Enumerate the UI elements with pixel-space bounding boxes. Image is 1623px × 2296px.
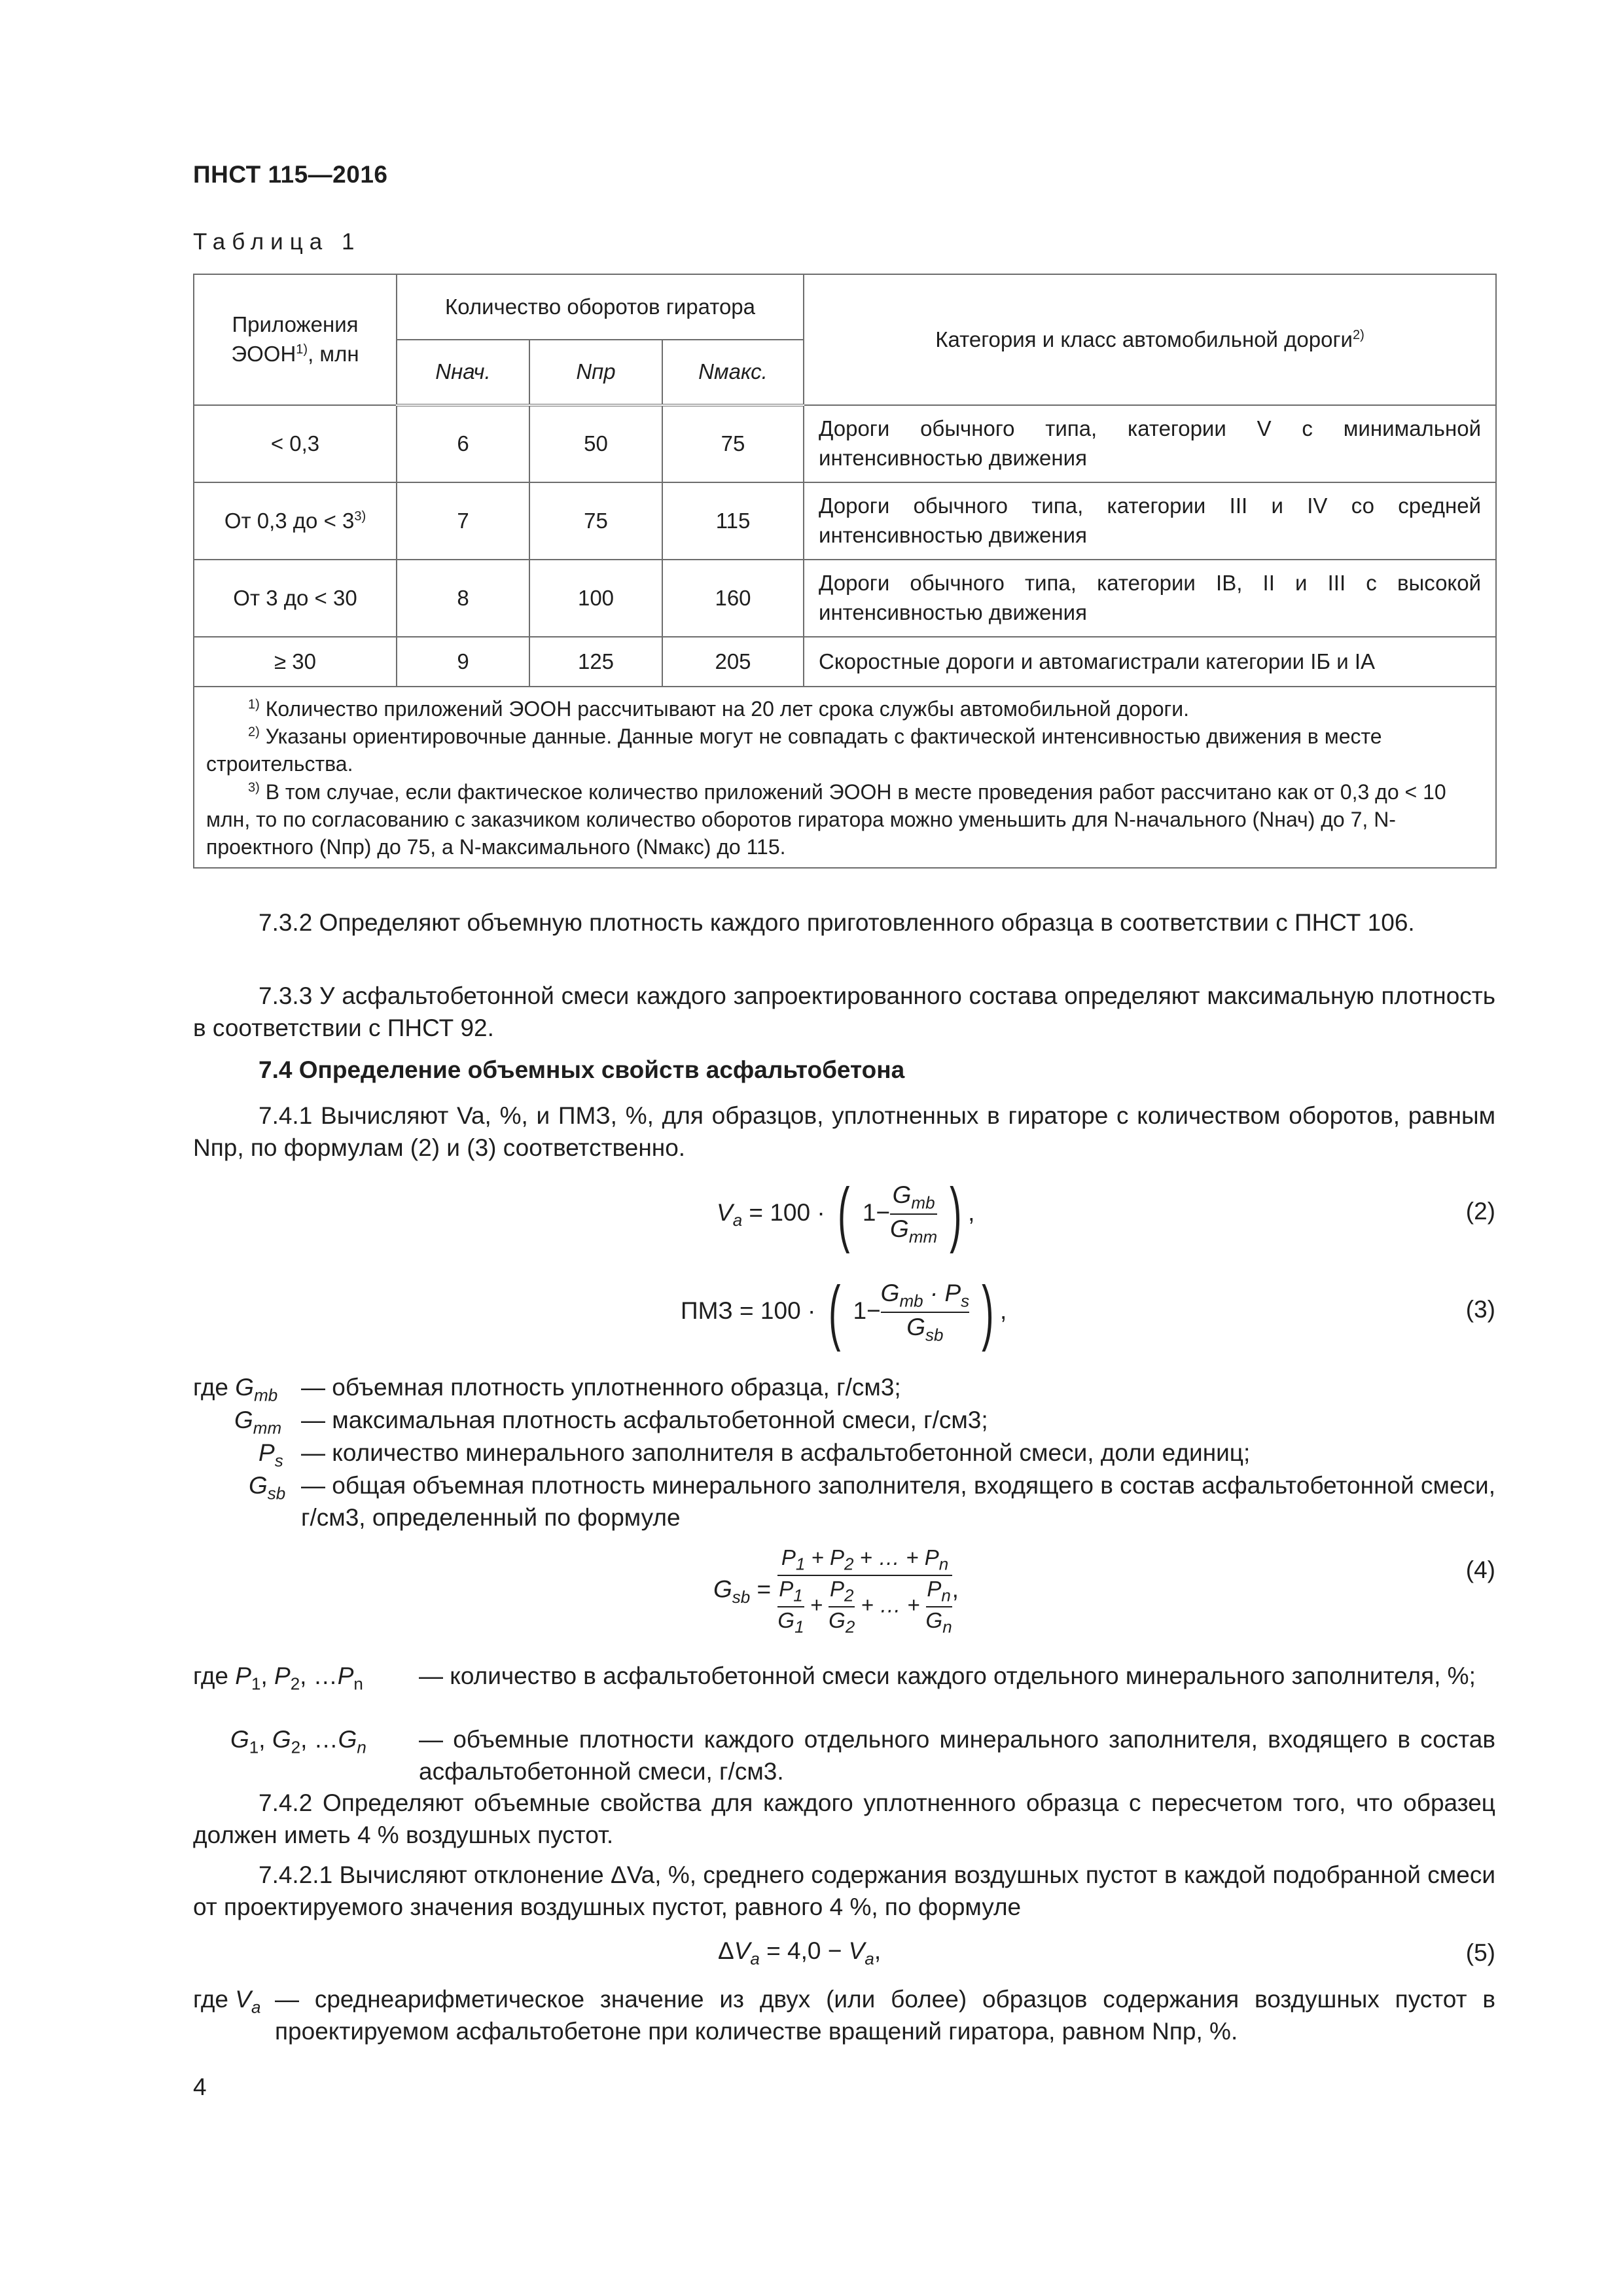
header-n-initial: Nнач. xyxy=(397,340,529,405)
def-g-symbol: $G_1$, $G_2$, $\dots G_n$ xyxy=(230,1726,366,1757)
table-row: От 3 до < 30 8 100 160 Дороги обычного типа, категории IB, II и III с высокой интенсивностью движения xyxy=(194,560,1496,637)
def-va: — среднеарифметическое значение из двух (или более) образцов содержания воздушных пустот в проектируемом асфальтобетоне при количестве вращений гиратора, равном Nпр, %. xyxy=(275,1986,1495,2045)
def-ps: — количество минерального заполнителя в асфальтобетонной смеси, доли единиц; xyxy=(301,1439,1251,1466)
header-revolutions: Количество оборотов гиратора xyxy=(397,274,804,340)
table-footnotes xyxy=(194,687,1496,868)
def-gmb: — объемная плотность уплотненного образца, г/см3; xyxy=(301,1374,901,1401)
def-p: — количество в асфальтобетонной смеси каждого отдельного минерального заполнителя, %; xyxy=(419,1662,1476,1689)
formula-4: $G_{sb}$ = $P_1 + P_2$ + … + $P_n$ $\frac{P_1}{G_1}$ + $\frac{P_2}{G_2}$ + … + $\frac{P_n}{G_n}$ , xyxy=(713,1545,959,1637)
footnote-2: $^{2)}$ Указаны ориентировочные данные. Данные могут не совпадать с фактической интенсивностью движения в месте строительства. xyxy=(206,725,1382,776)
def-gsb-symbol: $G_{sb}$ xyxy=(249,1472,286,1503)
formula-3: ПМЗ = 100 · ( 1− $\frac{G_{mb} \cdot P_s}{G_{sb}}$ ) , xyxy=(681,1272,1007,1352)
header-applications: Приложения ЭООН$^{1)}$, млн xyxy=(194,274,397,405)
header-n-design: Nпр xyxy=(529,340,662,405)
table-row: ≥ 30 9 125 205 Скоростные дороги и автомагистрали категории IБ и IA xyxy=(194,637,1496,687)
header-n-max: Nмакс. xyxy=(662,340,804,405)
def-p-symbol: где $P_1$, $P_2$, $\dots P_n$ xyxy=(193,1662,363,1694)
document-header: ПНСТ 115—2016 xyxy=(193,161,388,188)
gyrator-table xyxy=(193,274,1497,869)
def-gsb: — общая объемная плотность минерального заполнителя, входящего в состав асфальтобетонной смеси, г/см3, определенный по формуле xyxy=(301,1472,1495,1531)
table-row: < 0,3 6 50 75 Дороги обычного типа, категории V с минимальной интенсивностью движения xyxy=(194,405,1496,482)
def-gmm: — максимальная плотность асфальтобетонной смеси, г/см3; xyxy=(301,1407,988,1433)
def-gmm-symbol: $G_{mm}$ xyxy=(234,1407,282,1438)
footnote-1: $^{1)}$ Количество приложений ЭООН рассчитывают на 20 лет срока службы автомобильной дороги. xyxy=(248,697,1189,721)
def-gmb-symbol: где $G_{mb}$ xyxy=(193,1374,278,1405)
paragraph-7-4-1: 7.4.1 Вычисляют Va, %, и ПМЗ, %, для образцов, уплотненных в гираторе с количеством оборотов, равным Nпр, по формулам (2) и (3) соответственно. xyxy=(193,1102,1495,1161)
def-g: — объемные плотности каждого отдельного минерального заполнителя, входящего в состав асфальтобетонной смеси, г/см3. xyxy=(419,1726,1495,1785)
table-caption: Таблица 1 xyxy=(193,229,361,255)
def-ps-symbol: $P_s$ xyxy=(259,1439,283,1471)
header-category: Категория и класс автомобильной дороги$^{2)}$ xyxy=(804,274,1496,405)
footnote-3: $^{3)}$ В том случае, если фактическое количество приложений ЭООН в месте проведения работ рассчитано как от 0,3 до < 10 млн, то по согласованию с заказчиком количество оборотов гиратора можно уменьшить для N-начального (Nнач) до 7, N-проектного (Nпр) до 75, а N-максимального (Nмакс) до 115. xyxy=(206,780,1446,859)
def-va-symbol: где $V_a$ xyxy=(193,1986,261,2017)
page-number: 4 xyxy=(193,2073,207,2100)
paragraph-7-4-2-1: 7.4.2.1 Вычисляют отклонение ΔVa, %, среднего содержания воздушных пустот в каждой подобранной смеси от проектируемого значения воздушных пустот, равного 4 %, по формуле xyxy=(193,1861,1495,1920)
table-row: От 0,3 до < $3^{3)}$ 7 75 115 Дороги обычного типа, категории III и IV со средней интенсивностью движения xyxy=(194,482,1496,560)
paragraph-7-3-3: 7.3.3 У асфальтобетонной смеси каждого запроектированного состава определяют максимальную плотность в соответствии с ПНСТ 92. xyxy=(193,982,1495,1041)
formula-2: $V_a = 100$ · ( 1− $\frac{G_{mb}}{G_{mm}}$ ) , xyxy=(717,1174,975,1254)
equation-number-4: (4) xyxy=(1465,1556,1495,1583)
formula-5: $\Delta V_a = 4,0 - V_a$, xyxy=(718,1937,882,1969)
section-heading-7-4: 7.4 Определение объемных свойств асфальтобетона xyxy=(259,1056,905,1083)
equation-number-3: (3) xyxy=(1465,1296,1495,1323)
paragraph-7-3-2: 7.3.2 Определяют объемную плотность каждого приготовленного образца в соответствии с ПНСТ 106. xyxy=(259,909,1415,936)
equation-number-2: (2) xyxy=(1465,1198,1495,1225)
paragraph-7-4-2: 7.4.2 Определяют объемные свойства для каждого уплотненного образца с пересчетом того, что образец должен иметь 4 % воздушных пустот. xyxy=(193,1789,1495,1848)
equation-number-5: (5) xyxy=(1465,1939,1495,1966)
